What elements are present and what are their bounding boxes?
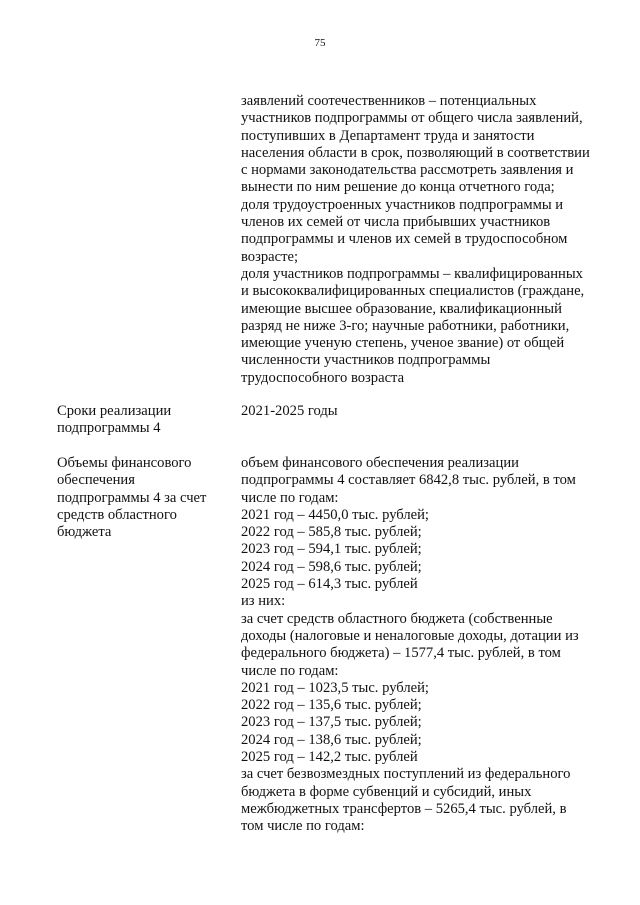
- row-value-funding-volume: [241, 455, 579, 836]
- label-line: подпрограммы 4 за счет: [57, 489, 207, 506]
- text-line: трудоспособного возраста: [241, 369, 405, 386]
- value-line: объем финансового обеспечения реализации: [241, 455, 519, 471]
- text-line: вынести по ним решение до конца отчетного года;: [241, 179, 555, 196]
- label-line: бюджета: [57, 524, 112, 541]
- text-line: и высококвалифицированных специалистов (граждане,: [241, 283, 585, 300]
- row-label-funding-volume: [57, 455, 206, 541]
- value-line: за счет средств областного бюджета (собственные: [241, 610, 553, 627]
- value-line: 2023 год – 594,1 тыс. рублей;: [241, 541, 422, 558]
- value-line: межбюджетных трансфертов – 5265,4 тыс. рублей, в: [241, 800, 567, 817]
- label-line: подпрограммы 4: [57, 420, 161, 437]
- text-line: участников подпрограммы от общего числа заявлений,: [241, 110, 583, 127]
- value-line: 2022 год – 135,6 тыс. рублей;: [241, 697, 422, 714]
- indicator-text-continuation: [241, 93, 590, 387]
- value-line: числе по годам:: [241, 489, 339, 506]
- text-line: заявлений соотечественников – потенциальных: [241, 93, 537, 109]
- value-line: подпрограммы 4 составляет 6842,8 тыс. рублей, в том: [241, 472, 576, 489]
- text-line: подпрограммы и членов их семей в трудоспособном: [241, 231, 568, 248]
- value-line: из них:: [241, 593, 286, 610]
- row-value-implementation-period: [241, 403, 338, 420]
- text-line: поступивших в Департамент труда и занятости: [241, 127, 535, 144]
- value-line: бюджета в форме субвенций и субсидий, иных: [241, 783, 532, 800]
- text-line: доля участников подпрограммы – квалифицированных: [241, 265, 583, 282]
- text-line: имеющие ученую степень, ученое звание) от общей: [241, 335, 565, 352]
- text-line: доля трудоустроенных участников подпрограммы и: [241, 196, 564, 213]
- value-line: 2021 год – 1023,5 тыс. рублей;: [241, 679, 429, 696]
- text-line: возрасте;: [241, 248, 299, 265]
- text-line: разряд не ниже 3-го; научные работники, работники,: [241, 317, 570, 334]
- label-line: средств областного: [57, 506, 177, 523]
- text-line: численности участников подпрограммы: [241, 352, 491, 369]
- value-line: 2025 год – 142,2 тыс. рублей: [241, 749, 418, 766]
- value-line: федерального бюджета) – 1577,4 тыс. рублей, в том: [241, 645, 561, 662]
- text-line: с нормами законодательства рассмотреть заявления и: [241, 162, 574, 179]
- value-line: 2021 год – 4450,0 тыс. рублей;: [241, 506, 429, 523]
- row-label-implementation-period: [57, 403, 171, 438]
- value-line: 2024 год – 598,6 тыс. рублей;: [241, 558, 422, 575]
- value-line: числе по годам:: [241, 662, 339, 679]
- text-line: имеющие высшее образование, квалификационный: [241, 300, 562, 317]
- label-line: обеспечения: [57, 472, 135, 489]
- value-line: 2025 год – 614,3 тыс. рублей: [241, 576, 418, 593]
- text-line: членов их семей от числа прибывших участников: [241, 214, 551, 231]
- value-line: 2022 год – 585,8 тыс. рублей;: [241, 524, 422, 541]
- value-line: 2021-2025 годы: [241, 403, 338, 419]
- value-line: 2024 год – 138,6 тыс. рублей;: [241, 731, 422, 748]
- value-line: за счет безвозмездных поступлений из федерального: [241, 766, 571, 783]
- value-line: 2023 год – 137,5 тыс. рублей;: [241, 714, 422, 731]
- text-line: населения области в срок, позволяющий в соответствии: [241, 144, 590, 161]
- label-line: Объемы финансового: [57, 455, 192, 471]
- page-number: 75: [314, 37, 326, 49]
- value-line: доходы (налоговые и неналоговые доходы, дотации из: [241, 627, 579, 644]
- value-line: том числе по годам:: [241, 818, 365, 835]
- label-line: Сроки реализации: [57, 403, 172, 419]
